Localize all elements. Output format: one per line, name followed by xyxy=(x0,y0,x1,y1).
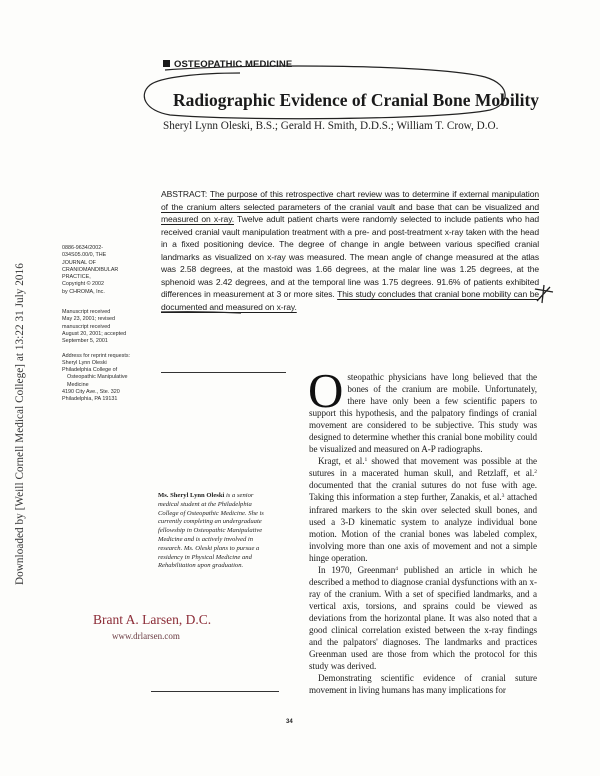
address-line: Philadelphia College of xyxy=(62,367,118,374)
manuscript-line: May 23, 2001; revised xyxy=(62,316,116,323)
address-line: Osteopathic Manipulative xyxy=(67,374,128,381)
citation-line: by CHROMA, Inc. xyxy=(62,288,105,295)
section-label xyxy=(163,59,292,70)
handwritten-underline xyxy=(161,310,241,314)
download-watermark: Downloaded by [Weill Cornell Medical College] at 13:22 31 July 2016 xyxy=(14,263,26,585)
abstract-label: ABSTRACT: xyxy=(161,189,208,199)
citation-line: Copyright © 2002 xyxy=(62,281,105,288)
section-label-text: OSTEOPATHIC MEDICINE xyxy=(174,59,293,70)
text: published an article in which he described a method to diagnose cranial dysfunctions with an x-ray of the cranium. With a set of specified landmarks, and a vertical axis, torsions, and sprains could be viewed as deviations from the horizontal plane. It was also noted that a good clinical correlation existed between the x-ray findings and the palpators' diagnoses. The landmarks and practices Greenman used are those from which the protocol for this study was derived. xyxy=(309,564,537,672)
address-label: Address for reprint requests: xyxy=(62,352,131,359)
citation-ref: 3 xyxy=(501,493,505,500)
citation-ref: 2 xyxy=(534,469,537,476)
body-text xyxy=(308,363,537,696)
stamp-name: Brant A. Larsen, D.C. xyxy=(93,612,212,627)
bottom-divider xyxy=(151,691,279,692)
abstract xyxy=(161,188,539,313)
bio-text: is a senior medical student at the Philadelphia College of Osteopathic Medicine. She is currently completing an undergraduate fellowship in Osteopathic Manipulative Medicine and is actively involved in research. Ms. Oleski plans to pursue a residency in Physical Medicine and Rehabilitation upon graduation. xyxy=(158,492,264,570)
text: attached infrared markers to the skin over selected skull bones, and used a 3-D kinematic system to analyze individual bone motion. Motion of the cranial bones was labeled complex, involving more than one axis of movement and not a simple hinge operation. xyxy=(309,492,537,563)
citation-ref: 1 xyxy=(364,457,368,464)
reprint-address xyxy=(62,353,152,404)
manuscript-line: manuscript received xyxy=(62,323,111,330)
drop-cap: O xyxy=(308,363,344,418)
text: documented that the cranial sutures do not fuse with age. Taking this information a step further, Zanakis, et al. xyxy=(309,480,537,503)
citation-ref: 4 xyxy=(395,565,398,572)
abstract-underlined-conclusion: This study concludes that cranial bone mobility can be documented and measured on x-ray. xyxy=(161,289,539,312)
citation-line: 034S05.00/0, THE xyxy=(62,252,107,259)
citation-line: PRACTICE, xyxy=(62,274,91,281)
address-line: 4190 City Ave., Ste. 320 xyxy=(62,389,120,396)
address-line: Medicine xyxy=(67,381,89,388)
address-line: Sheryl Lynn Oleski xyxy=(62,359,107,366)
top-divider xyxy=(161,372,286,373)
citation-line: JOURNAL OF xyxy=(62,259,96,266)
manuscript-line: Manuscript received xyxy=(62,309,111,316)
paragraph: Demonstrating scientific evidence of cranial suture movement in living humans has many implications for xyxy=(309,673,537,696)
paragraph-text: steopathic physicians have long believed that the bones of the cranium are mobile. Unfortunately, there have only been a few scientific papers to support this hypothesis, and the palpatory findings of cranial movement are considered to be subjective. This study was designed to determine whether this cranial bone mobility could be visualized and measured on A-P radiographs. xyxy=(309,372,537,455)
intro-paragraph xyxy=(308,363,537,455)
article-title: Radiographic Evidence of Cranial Bone Mobility xyxy=(173,90,540,110)
manuscript-line: August 20, 2001; accepted xyxy=(62,330,127,337)
author-list: Sheryl Lynn Oleski, B.S.; Gerald H. Smith, D.D.S.; William T. Crow, D.O. xyxy=(163,120,499,132)
text: In 1970, Greenman xyxy=(318,564,396,575)
paragraph xyxy=(309,564,537,672)
citation-block xyxy=(62,245,152,296)
stamp-url: www.drlarsen.com xyxy=(112,631,180,641)
handwritten-star-icon xyxy=(532,283,556,305)
manuscript-line: September 5, 2001 xyxy=(62,338,108,345)
page-number: 34 xyxy=(286,719,293,725)
address-line: Philadelphia, PA 19131 xyxy=(62,396,118,403)
manuscript-dates xyxy=(62,309,152,345)
text: showed that movement was possible at the sutures in a macerated human skull, and Retzlaff, et al. xyxy=(309,456,537,479)
abstract-body: Twelve adult patient charts were randomly selected to include patients who had received cranial vault manipulation treatment with a pre- and post-treatment x-ray taken with the head in a fixed positioning device. The degree of change in angle between various specified cranial landmarks as visualized on x-ray was measured. The mean angle of change measured at the atlas was 2.58 degrees, at the mastoid was 1.66 degrees, at the malar line was 1.25 degrees, at the sphenoid was 2.42 degrees, and at the temporal line was 1.75 degrees. 91.6% of patients exhibited differences in measurement at 3 or more sites. xyxy=(161,214,539,300)
citation-line: CRANIOMANDIBULAR xyxy=(62,266,119,273)
bio-name: Ms. Sheryl Lynn Oleski xyxy=(158,492,225,499)
author-bio xyxy=(158,492,273,571)
square-bullet-icon xyxy=(163,60,170,67)
citation-line: 0886-9634/2002- xyxy=(62,245,104,251)
abstract-underlined-intro: The purpose of this retrospective chart review was to determine if external manipulation of the cranium alters selected parameters of the cranial vault and base that can be visualized and measured on x-ray. xyxy=(161,189,539,225)
publication-metadata xyxy=(62,245,152,411)
paragraph xyxy=(309,455,537,563)
text: Kragt, et al. xyxy=(318,456,365,467)
